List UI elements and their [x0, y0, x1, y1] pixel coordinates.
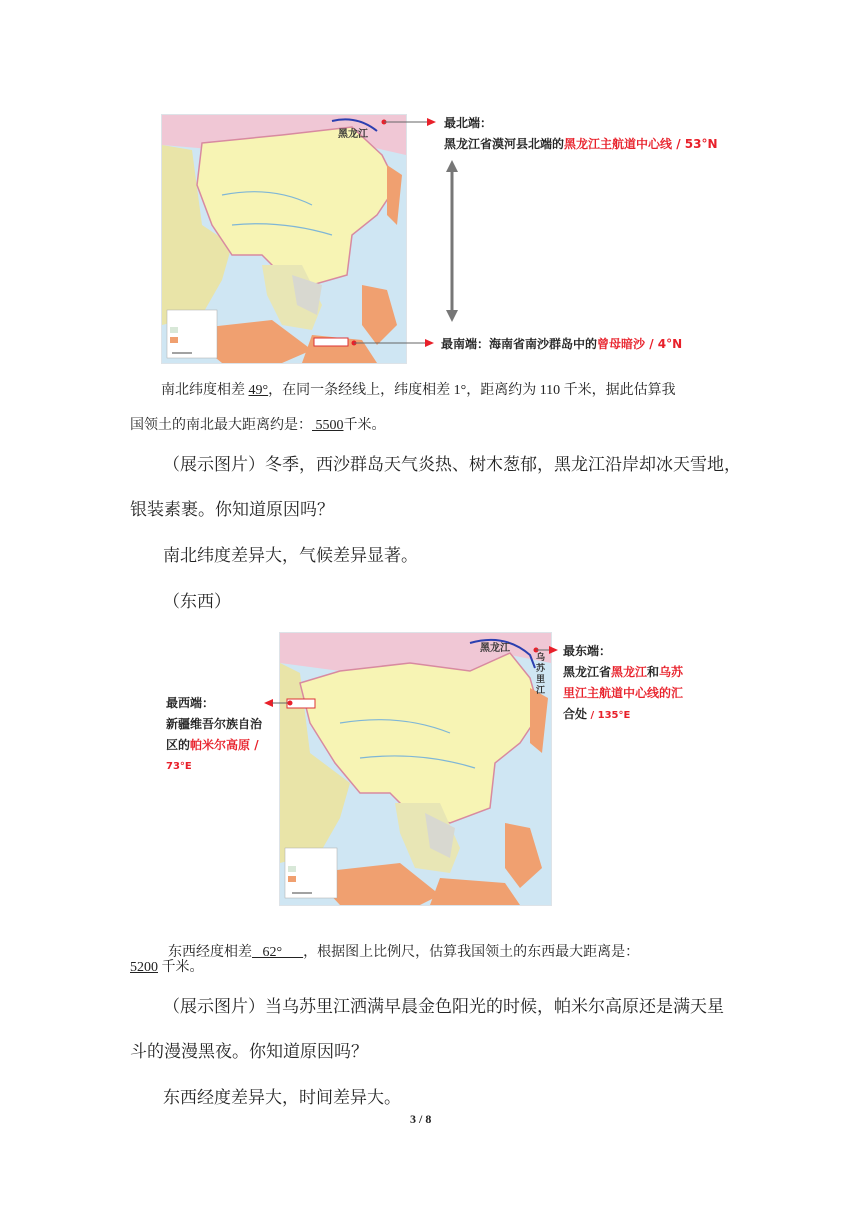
page-number: 3 / 8 — [410, 1112, 432, 1126]
east-line2 — [563, 662, 683, 683]
south-prefix: 海南省南沙群岛中的 — [489, 337, 598, 351]
map2-label-heilongjiang: 黑龙江 — [480, 643, 510, 654]
east-line4 — [563, 704, 683, 726]
map2-label-wusuli: 乌苏里江 — [536, 653, 546, 696]
east-hl-wusu: 乌苏 — [659, 665, 684, 679]
lon-text-a: 东西经度相差 — [168, 945, 252, 960]
south-pointer-line — [350, 336, 436, 352]
lat-text-b: ，在同一条经线上，纬度相差 1°，距离约为 110 千米，据此估算我 — [268, 383, 676, 398]
lon-answer-blank: 62° — [252, 945, 304, 960]
paragraph-lat-answer: 南北纬度差异大，气候差异显著。 — [163, 546, 418, 566]
west-line3 — [166, 735, 262, 756]
section-east-west-heading: （东西） — [163, 592, 231, 612]
lat-answer-blank: 49° — [248, 383, 269, 398]
map-image-north-south — [161, 114, 407, 364]
north-coord: / 53°N — [672, 137, 718, 151]
paragraph-xisha-line1: （展示图片）冬季，西沙群岛天气炎热、树木葱郁，黑龙江沿岸却冰天雪地， — [163, 455, 741, 475]
north-pointer-line — [380, 116, 440, 132]
ew-distance-unit: 千米。 — [158, 960, 204, 975]
ns-distance-text: 国领土的南北最大距离约是： — [130, 418, 312, 433]
paragraph-lon-answer: 东西经度差异大，时间差异大。 — [163, 1088, 401, 1108]
north-highlight: 黑龙江主航道中心线 — [564, 137, 673, 151]
east-line3: 里江主航道中心线的汇 — [563, 686, 684, 700]
paragraph-longitude-diff-line2 — [130, 958, 204, 978]
south-coord: / 4°N — [645, 337, 683, 351]
east-pointer-line — [532, 642, 560, 658]
south-highlight: 曾母暗沙 — [597, 337, 646, 351]
east-hl-heilongjiang: 黑龙江 — [611, 665, 648, 679]
east-coord: / 135°E — [587, 710, 631, 721]
paragraph-latitude-diff-line2 — [130, 416, 386, 436]
south-annotation — [441, 334, 682, 354]
west-hl-pamir: 帕米尔高原 — [190, 738, 251, 752]
paragraph-longitude-diff-line1 — [161, 923, 639, 963]
east-prefix: 黑龙江省 — [563, 665, 612, 679]
north-south-double-arrow — [444, 160, 460, 322]
west-coord: 73°E — [166, 761, 192, 772]
west-prefix: 区的 — [166, 738, 191, 752]
lon-text-b: ，根据图上比例尺，估算我国领土的东西最大距离是： — [303, 945, 640, 960]
south-title: 最南端： — [441, 337, 490, 351]
east-and: 和 — [647, 665, 660, 679]
north-annotation-text — [444, 134, 718, 154]
north-prefix: 黑龙江省漠河县北端的 — [444, 137, 565, 151]
east-annotation — [563, 641, 683, 726]
paragraph-pamir-line1: （展示图片）当乌苏里江洒满早晨金色阳光的时候，帕米尔高原还是满天星 — [163, 997, 724, 1017]
east-title: 最东端： — [563, 644, 612, 658]
ns-distance-unit: 千米。 — [343, 418, 386, 433]
west-line2: 新疆维吾尔族自治 — [166, 717, 263, 731]
map-image-east-west — [279, 632, 552, 906]
paragraph-latitude-diff-line1 — [161, 381, 676, 401]
north-annotation-title: 最北端： — [444, 116, 493, 130]
paragraph-pamir-line2: 斗的漫漫黑夜。你知道原因吗？ — [130, 1042, 368, 1062]
lat-text-a: 南北纬度相差 — [161, 383, 249, 398]
east-confluence: 合处 — [563, 707, 588, 721]
west-slash: / — [250, 738, 259, 752]
west-title: 最西端： — [166, 696, 215, 710]
ns-distance-blank: 5500 — [312, 418, 344, 433]
paragraph-xisha-line2: 银装素裹。你知道原因吗？ — [130, 500, 334, 520]
ew-distance-blank: 5200 — [130, 960, 158, 975]
map-label-heilongjiang: 黑龙江 — [338, 129, 368, 140]
west-pointer-line — [262, 695, 294, 711]
west-annotation — [166, 693, 262, 777]
